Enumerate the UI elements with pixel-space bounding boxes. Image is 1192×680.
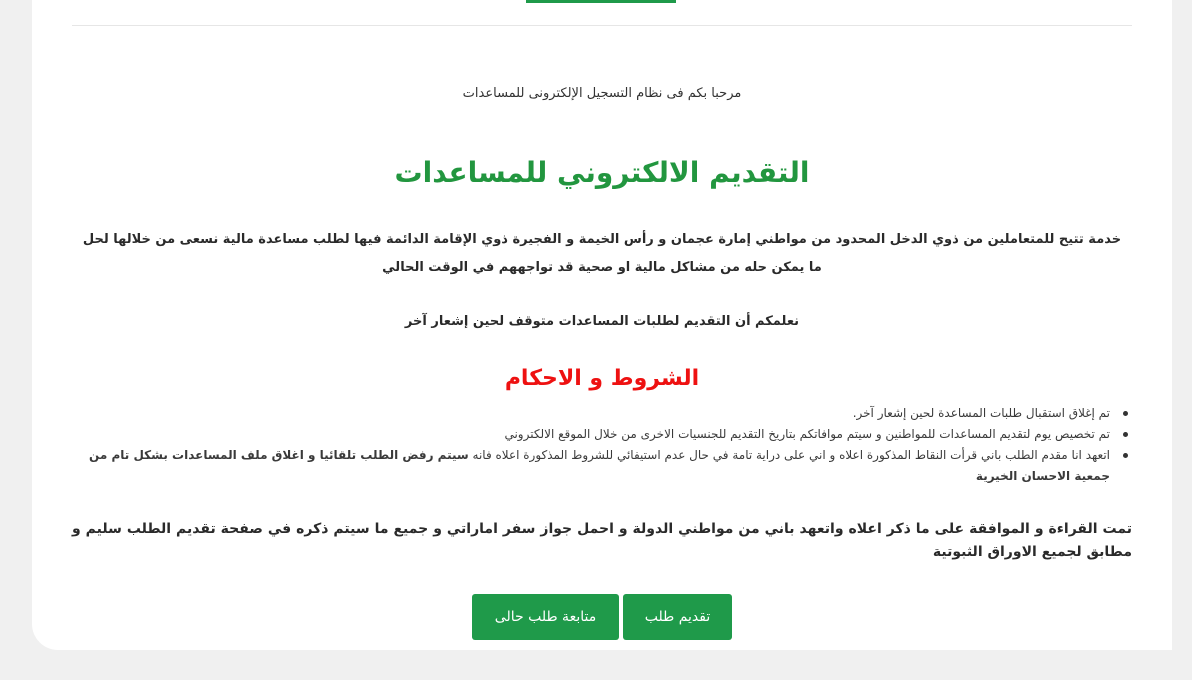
agreement-text: تمت القراءة و الموافقة على ما ذكر اعلاه واتعهد باني من مواطني الدولة و احمل جواز سفر اماراتي و جميع ما سيتم ذكره في صفحة تقديم الطلب سليم و مطابق لجميع الاوراق الثبوتية [72,521,1132,560]
follow-request-button[interactable]: متابعة طلب حالى [472,594,619,640]
suspension-notice: نعلمكم أن التقديم لطلبات المساعدات متوقف لحين إشعار آخر [404,314,800,329]
terms-item-text: تم إغلاق استقبال طلبات المساعدة لحين إشعار آخر. [852,406,1110,420]
terms-list [72,403,1132,487]
list-item [72,403,1132,424]
service-description: خدمة تتيح للمتعاملين من ذوي الدخل المحدود من مواطني إمارة عجمان و رأس الخيمة و الفجيرة ذوي الإقامة الدائمة فيها لطلب مساعدة مالية نسعى من خلالها لحل ما يمكن حله من مشاكل مالية او صحية قد تواجههم في الوقت الحالي [82,232,1122,275]
terms-heading: الشروط و الاحكام [504,366,700,391]
welcome-text: مرحبا بكم فى نظام التسجيل الإلكترونى للمساعدات [462,86,742,101]
list-item [72,424,1132,445]
page-content [32,0,1172,650]
list-item [72,445,1132,487]
terms-item-text: تم تخصيص يوم لتقديم المساعدات للمواطنين و سيتم موافاتكم بتاريخ التقديم للجنسيات الاخرى من خلال الموقع الالكتروني [504,427,1110,441]
main-card [32,0,1172,650]
terms-item-text: اتعهد انا مقدم الطلب باني قرأت النقاط المذكورة اعلاه و اني على دراية تامة في حال عدم استيفائي للشروط المذكورة اعلاه فانه [472,448,1110,462]
page-title: التقديم الالكتروني للمساعدات [394,156,810,189]
terms-item-bold-text: سيتم رفض الطلب تلقائيا و اغلاق ملف المساعدات بشكل تام من جمعية الاحسان الخيرية [89,448,1110,483]
apply-request-button[interactable]: تقديم طلب [623,594,732,640]
